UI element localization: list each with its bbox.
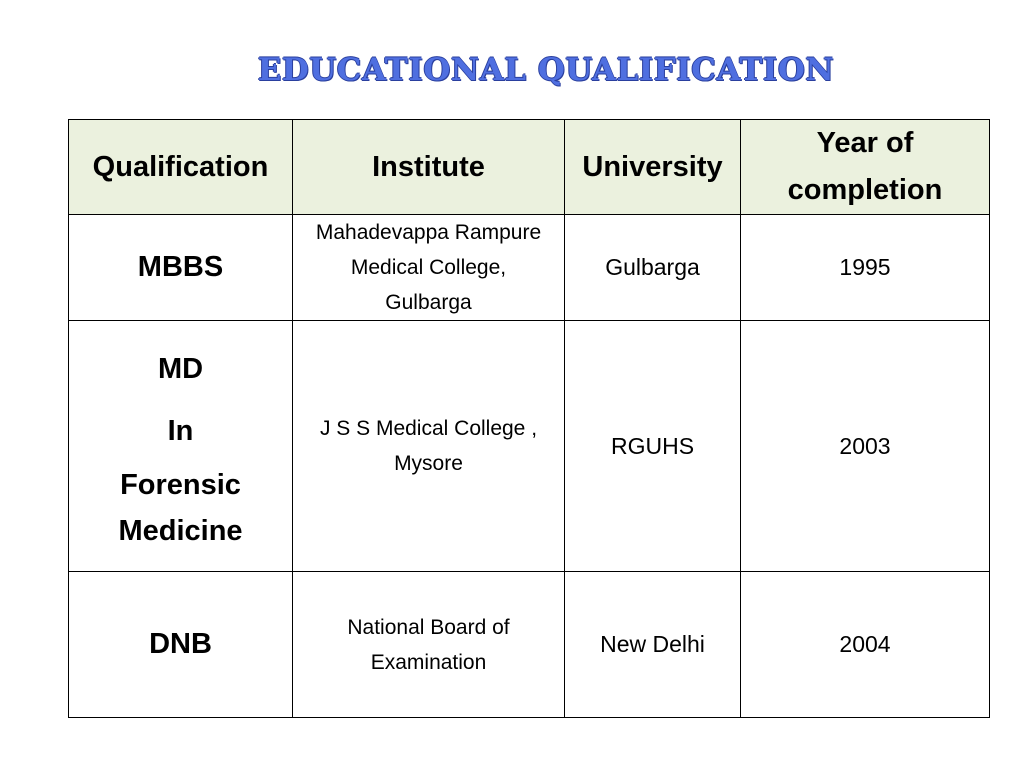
- qualification-cell: [69, 321, 293, 572]
- qualification-line: In: [167, 415, 194, 447]
- institute-line: J S S Medical College ,: [319, 417, 538, 440]
- table-row: [69, 215, 990, 321]
- qualification-table: [68, 119, 990, 718]
- qualification-line: Forensic: [120, 469, 241, 501]
- table-header-row: [69, 120, 990, 215]
- header-university: University: [565, 120, 741, 215]
- institute-cell: [293, 321, 565, 572]
- header-year-line-2: completion: [787, 174, 943, 206]
- institute-cell: [293, 215, 565, 321]
- header-year-line-1: Year of: [816, 127, 914, 159]
- qualification-cell: DNB: [69, 572, 293, 718]
- university-cell: New Delhi: [565, 572, 741, 718]
- year-cell: 2004: [741, 572, 990, 718]
- institute-line: Gulbarga: [385, 291, 472, 314]
- table-row: [69, 321, 990, 572]
- header-year-of-completion: [741, 120, 990, 215]
- year-cell: 2003: [741, 321, 990, 572]
- header-qualification: Qualification: [69, 120, 293, 215]
- university-cell: Gulbarga: [565, 215, 741, 321]
- qualification-line: MD: [157, 353, 204, 385]
- institute-cell: [293, 572, 565, 718]
- header-institute: Institute: [293, 120, 565, 215]
- institute-line: Mysore: [394, 452, 463, 475]
- page-title: EDUCATIONAL QUALIFICATION: [257, 52, 835, 88]
- qualification-cell: MBBS: [69, 215, 293, 321]
- institute-line: Mahadevappa Rampure: [315, 221, 542, 244]
- institute-line: National Board of: [347, 615, 510, 639]
- institute-line: Examination: [370, 650, 487, 674]
- table-row: [69, 572, 990, 718]
- qualification-line: Medicine: [118, 515, 243, 547]
- year-cell: 1995: [741, 215, 990, 321]
- university-cell: RGUHS: [565, 321, 741, 572]
- institute-line: Medical College,: [350, 256, 507, 279]
